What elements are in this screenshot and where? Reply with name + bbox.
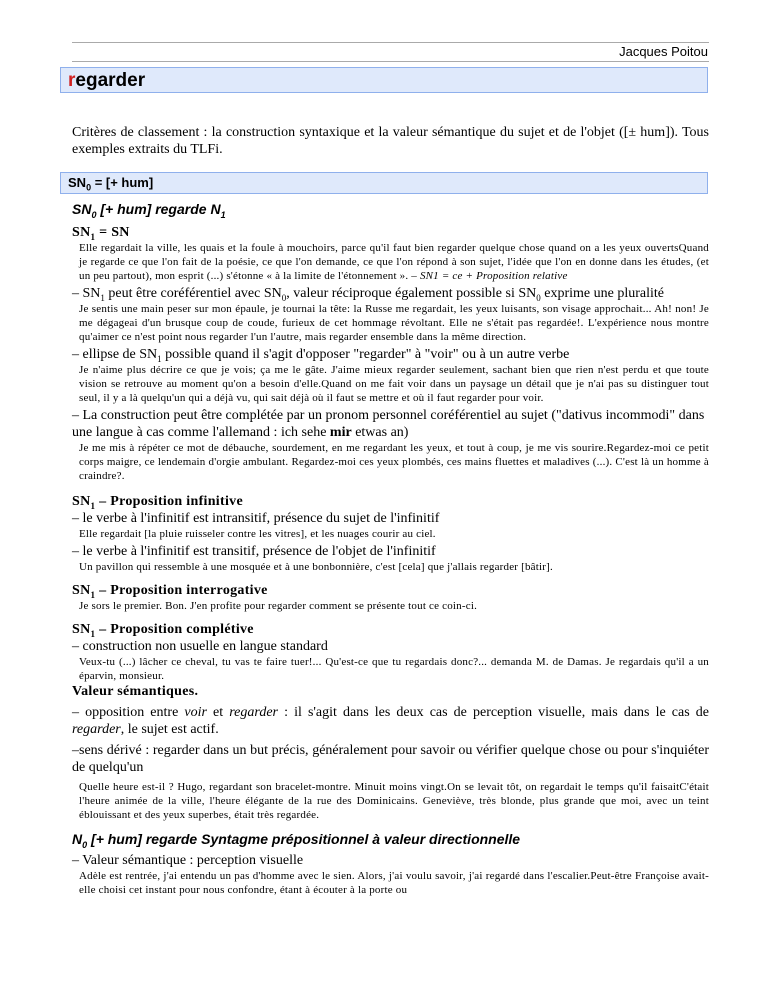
section-heading-sn0: $SN_0$ = [+ hum]	[60, 172, 708, 194]
example-block-1: Elle regardait la ville, les quais et la foule à mouchoirs, parce qu'il faut bien regarder quelque chose quand on a les yeux ouvertsQuand je regarde ce que l'on fait de la poésie, ce que l'on demande, ce que l'on répond à son sujet, l'idée que l'on en donne dans les études, (et un peu partout), mon esprit (...) s'étonne « à la limite de l'étonnement ». – SN1 = ce + Proposition relative	[79, 242, 709, 282]
title-rest: garder	[85, 70, 146, 91]
intro-paragraph: Critères de classement : la construction syntaxique et la valeur sémantique du sujet et de l'objet ([± hum]). Tous exemples extraits du TLFi.	[72, 125, 709, 157]
example-block-6: Un pavillon qui ressemble à une mosquée et à une bonbonnière, c'est [cela] que j'allais regarder [bâtir].	[79, 561, 553, 573]
line-ellipse: – ellipse de $SN_1$ possible quand il s'agit d'opposer "regarder" à "voir" ou à un autre verbe	[72, 347, 570, 364]
example-block-8: Veux-tu (...) lâcher ce cheval, tu vas te faire tuer!... Qu'est-ce que tu regardais donc?... demanda M. de Damas. Je regardais qu'il a un éparvin, monsieur.	[79, 656, 709, 682]
line-perception-visuelle: – Valeur sémantique : perception visuelle	[72, 853, 304, 868]
example-block-2: Je sentis une main peser sur mon épaule, je tournai la tête: la Russe me regardait, les yeux luisants, son visage approchait... Ah! non! Je me dégageai d'un brusque coup de coude, furieux de cet hommage révoltant. Elle ne s'était pas regardée!. L'expérience nous montre qu'aimer ce n'est point nous regarder l'un l'autre, mais regarder ensemble dans la même direction.	[79, 303, 709, 343]
example-block-4: Je me mis à répéter ce mot de débauche, sourdement, en me regardant les yeux, et tout à coup, je me vis sourire.Regardez-moi ce petit corps maigre, ce lendemain d'orgie ambulant. Regardez-moi ces yeux plombés, ces mains fluettes et maladives (...). C'est là un homme à craindre?.	[79, 442, 709, 482]
example-block-5: Elle regardait [la pluie ruisseler contre les vitres], et les nuages courir au ciel.	[79, 528, 436, 540]
heading-proposition-completive: $SN_1$ – Proposition complétive	[72, 622, 254, 639]
heading-sn1-sn: $SN_1$ = SN	[72, 225, 130, 242]
example-block-3: Je n'aime plus décrire ce que je vois; ça me le gâte. J'aime mieux regarder seulement, sachant bien que rien n'est perdu et que toute vision se retrouve au moment qu'on a besoin d'elle.Quand on me fait voir dans un paysage un détail que je n'ai pas su distinguer tout seul, il y a là quelqu'un qui a déjà vu, qui sait déjà où il faut se mettre et où il faut regarder pour voir.	[79, 364, 709, 404]
header-author: Jacques Poitou	[619, 44, 708, 59]
line-pronom-coreferentiel: – La construction peut être complétée par un pronom personnel coréférentiel au sujet ("dativus incommodi" dans une langue à cas comme l'allemand : ich sehe mir etwas an)	[72, 408, 705, 440]
title-letter-e: e	[75, 70, 86, 91]
paragraph-sens-derive: –sens dérivé : regarder dans un but précis, généralement pour savoir ou vérifier quelque chose ou pour s'inquiéter de quelqu'un	[72, 743, 709, 775]
heading-proposition-infinitive: $SN_1$ – Proposition infinitive	[72, 494, 243, 511]
subheading-n0-syntagme-prepositionnel: $N_0$ [+ hum] regarde Syntagme prépositionnel à valeur directionnelle	[72, 831, 521, 850]
line-coreferentiel: – $SN_1$ peut être coréférentiel avec $SN_0$, valeur réciproque également possible si $SN_0$ exprime une pluralité	[72, 286, 664, 303]
heading-valeur-semantiques: Valeur sémantiques.	[72, 684, 199, 699]
example-block-10: Adèle est rentrée, j'ai entendu un pas d'homme avec le sien. Alors, j'ai voulu savoir, j'ai regardé dans l'escalier.Peut-être Françoise avait-elle choisi cet instant pour nous confondre, étant à écouter à la porte ou	[79, 870, 709, 896]
paragraph-opposition-voir-regarder: – opposition entre voir et regarder : il s'agit dans les deux cas de perception visuelle, mais dans le cas de regarder, le sujet est actif.	[72, 705, 709, 737]
line-construction-non-usuelle: – construction non usuelle en langue standard	[72, 639, 328, 654]
example-block-7: Je sors le premier. Bon. J'en profite pour regarder comment se présente tout ce coin-ci.	[79, 600, 478, 612]
heading-proposition-interrogative: $SN_1$ – Proposition interrogative	[72, 583, 268, 600]
line-infinitif-transitif: – le verbe à l'infinitif est transitif, présence de l'objet de l'infinitif	[72, 544, 436, 559]
header-rule-top	[72, 42, 709, 43]
header-rule-bottom	[72, 61, 709, 62]
subheading-sn0-regarde-n1: $SN_0$ [+ hum] regarde $N_1$	[72, 201, 226, 220]
example-block-9: Quelle heure est-il ? Hugo, regardant son bracelet-montre. Minuit moins vingt.On se levait tôt, on regardait le temps qu'il faisaitC'était l'heure animée de la ville, l'heure élégante de la rue des Dominicains. Geneviève, très blonde, plus grande que moi, avec un teint éblouissant et des yeux superbes, était très regardée.	[79, 781, 709, 821]
title-letter-r: r	[68, 70, 76, 91]
line-infinitif-intransitif: – le verbe à l'infinitif est intransitif, présence du sujet de l'infinitif	[72, 511, 440, 526]
document-body	[68, 124, 709, 897]
example-1-tail: SN1 = ce + Proposition relative	[419, 270, 568, 282]
page-title	[60, 67, 708, 93]
